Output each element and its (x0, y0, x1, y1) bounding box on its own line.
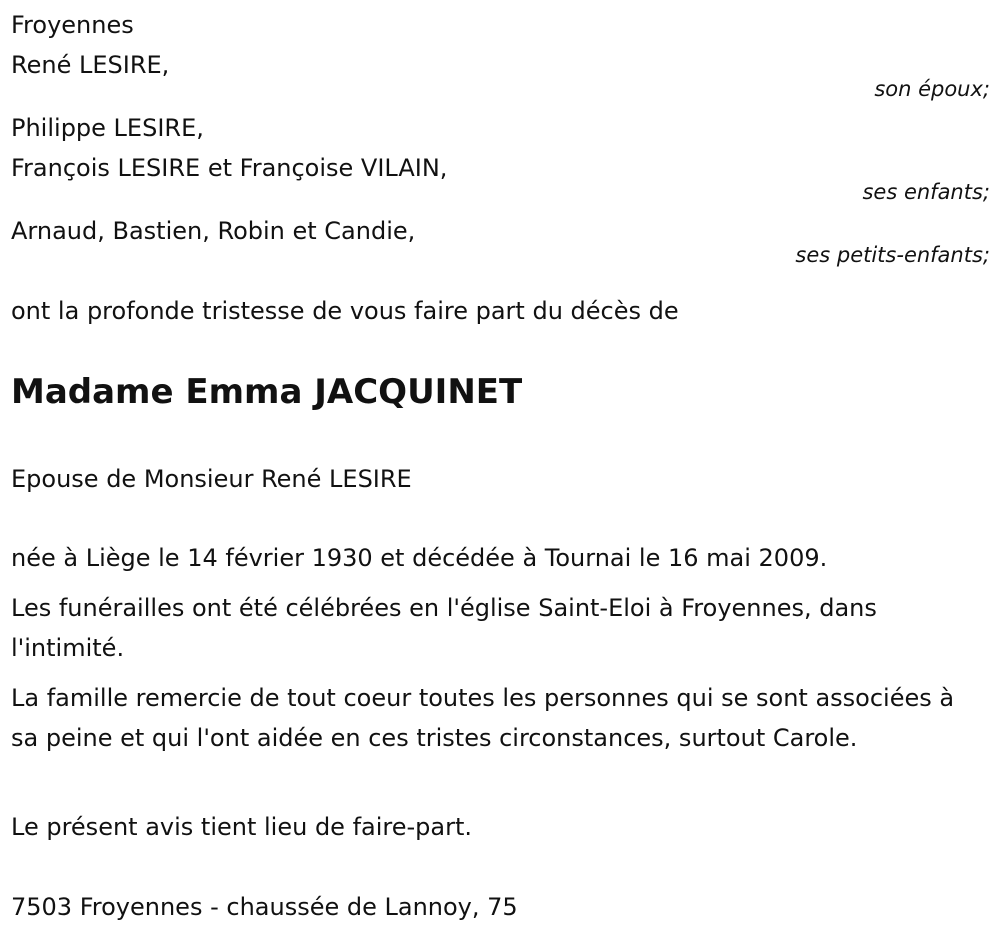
child-name-1: Philippe LESIRE, (11, 114, 204, 142)
announcement-line: ont la profonde tristesse de vous faire part du décès de (11, 297, 679, 325)
children-relation: ses enfants; (862, 180, 990, 204)
spouse-name: René LESIRE, (11, 51, 170, 79)
address-line: 7503 Froyennes - chaussée de Lannoy, 75 (11, 893, 518, 921)
grandchildren-relation: ses petits-enfants; (795, 243, 990, 267)
funeral-paragraph: Les funérailles ont été célébrées en l'église Saint-Eloi à Froyennes, dans l'intimité. (11, 594, 877, 662)
location-heading: Froyennes (11, 11, 134, 39)
thanks-paragraph: La famille remercie de tout coeur toutes les personnes qui se sont associées à sa peine et qui l'ont aidée en ces tristes circonstances, surtout Carole. (11, 684, 955, 752)
notice-note: Le présent avis tient lieu de faire-part. (11, 813, 473, 841)
child-name-2: François LESIRE et Françoise VILAIN, (11, 154, 448, 182)
grandchildren-names: Arnaud, Bastien, Robin et Candie, (11, 217, 416, 245)
deceased-name: Madame Emma JACQUINET (11, 372, 523, 412)
spouse-line: Epouse de Monsieur René LESIRE (11, 465, 412, 493)
birth-death-line: née à Liège le 14 février 1930 et décédée à Tournai le 16 mai 2009. (11, 544, 828, 572)
spouse-relation: son époux; (874, 77, 990, 101)
